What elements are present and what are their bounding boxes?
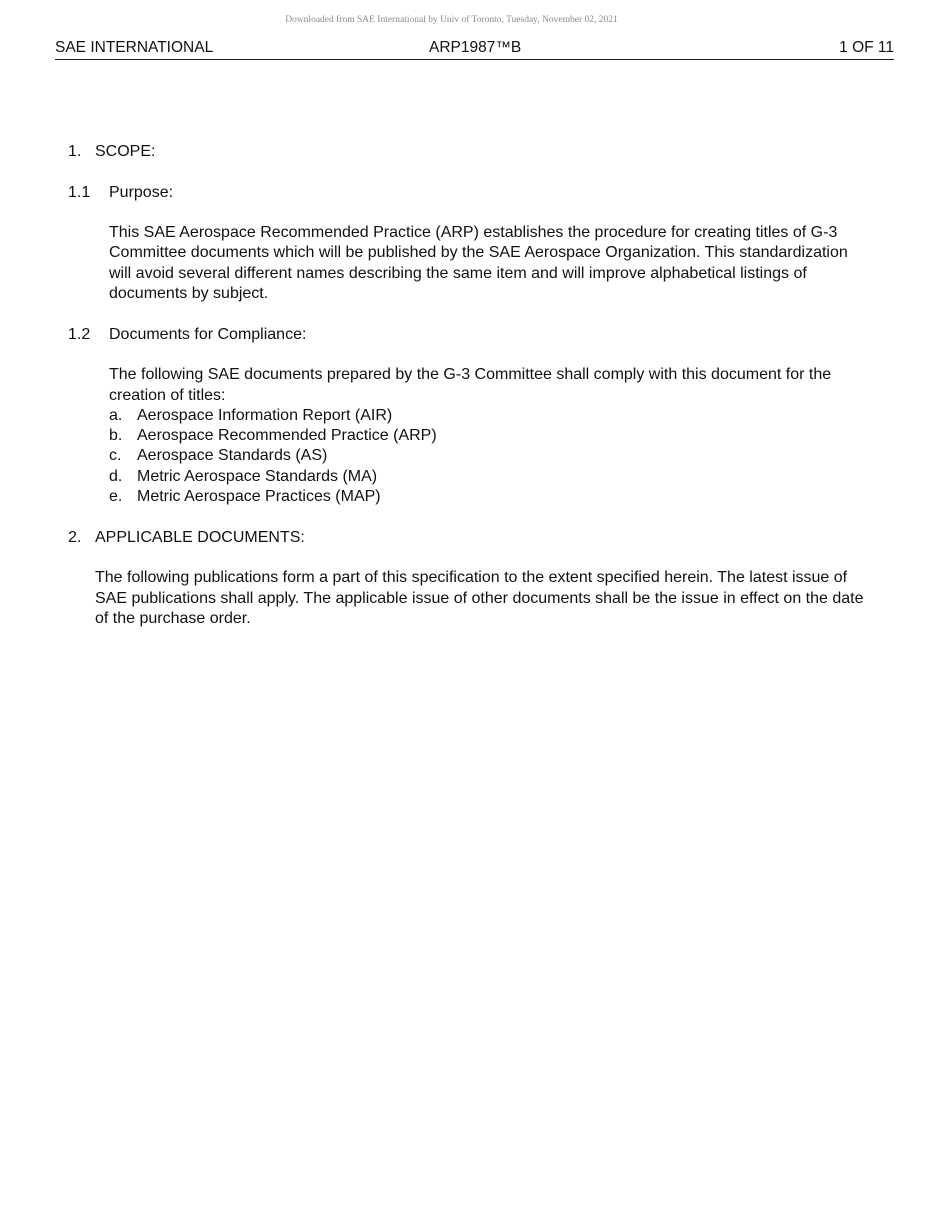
list-item — [109, 406, 868, 426]
header-organization: SAE INTERNATIONAL — [55, 39, 214, 56]
section-title: SCOPE: — [95, 143, 156, 160]
header-page-number: 1 OF 11 — [839, 39, 894, 56]
list-item-text: Metric Aerospace Standards (MA) — [137, 467, 378, 485]
section-number: 2. — [68, 528, 82, 546]
applicable-documents-paragraph: The following publications form a part of this specification to the extent specified herein. The latest issue of SAE publications shall apply. The applicable issue of other documents shall be the issue in effect on the date of the purchase order. — [95, 569, 864, 627]
list-item — [109, 446, 868, 466]
section-title: APPLICABLE DOCUMENTS: — [95, 528, 305, 546]
list-item-letter: c. — [109, 447, 122, 465]
page-header — [55, 38, 894, 60]
section-compliance-heading — [68, 325, 868, 345]
section-applicable-documents-heading — [68, 528, 868, 548]
list-item — [109, 426, 868, 446]
download-notice: Downloaded from SAE International by Univ of Toronto, Tuesday, November 02, 2021 — [285, 15, 618, 25]
list-item — [109, 467, 868, 487]
list-item-text: Aerospace Standards (AS) — [137, 447, 328, 465]
list-item-text: Metric Aerospace Practices (MAP) — [137, 488, 381, 506]
section-number: 1. — [68, 143, 82, 160]
section-purpose-heading — [68, 183, 868, 203]
list-item-text: Aerospace Recommended Practice (ARP) — [137, 427, 437, 445]
list-item — [109, 487, 868, 507]
list-item-letter: a. — [109, 406, 123, 424]
list-item-text: Aerospace Information Report (AIR) — [137, 406, 393, 424]
document-type-list — [109, 406, 868, 507]
section-number: 1.2 — [68, 325, 91, 343]
list-item-letter: d. — [109, 467, 123, 485]
section-title: Purpose: — [109, 183, 174, 201]
list-item-letter: e. — [109, 488, 123, 506]
compliance-paragraph: The following SAE documents prepared by the G-3 Committee shall comply with this document for the creation of titles: — [109, 366, 832, 404]
section-scope-heading — [68, 142, 868, 162]
section-number: 1.1 — [68, 183, 91, 201]
section-title: Documents for Compliance: — [109, 325, 307, 343]
purpose-paragraph: This SAE Aerospace Recommended Practice (ARP) establishes the procedure for creating titles of G-3 Committee documents which will be published by the SAE Aerospace Organization. This standardization will avoid several different names describing the same item and will improve alphabetical listings of documents by subject. — [109, 224, 848, 303]
list-item-letter: b. — [109, 427, 123, 445]
document-body — [68, 142, 868, 629]
header-document-id: ARP1987™B — [429, 39, 522, 56]
